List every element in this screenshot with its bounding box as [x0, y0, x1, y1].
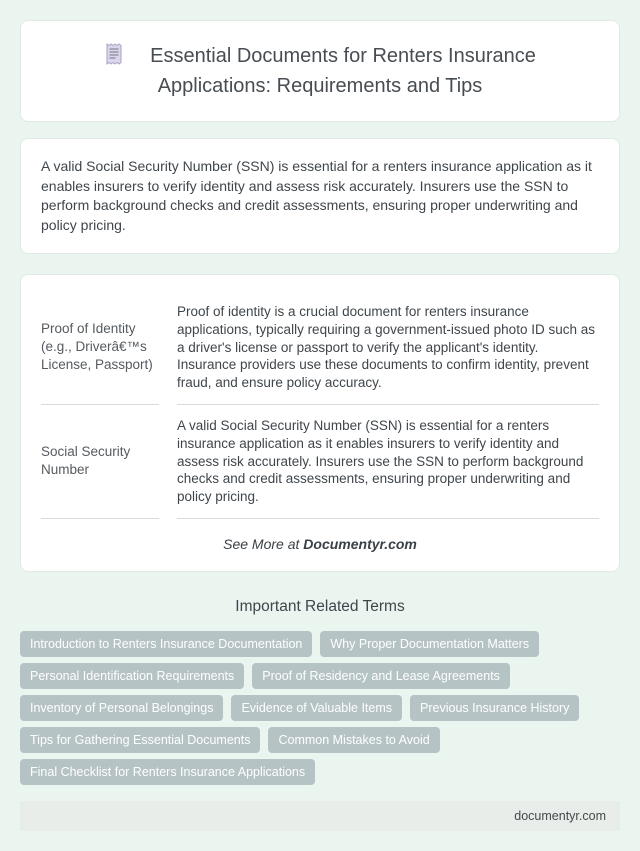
- table-row-description: Proof of identity is a crucial document for renters insurance applications, typically requiring a government-issued photo ID such as a driver's license or passport to verify the applicant's identity. Insurance providers use these documents to confirm identity, prevent fraud, and ensure policy accuracy.: [177, 291, 599, 405]
- header-card: [20, 20, 620, 122]
- documents-table: [41, 291, 599, 519]
- term-text: Proof of Identity (e.g., Driverâ€™s License, Passport): [41, 321, 153, 373]
- related-term-tag[interactable]: Evidence of Valuable Items: [231, 695, 402, 721]
- related-terms-tags: [20, 631, 620, 785]
- table-row-description: A valid Social Security Number (SSN) is essential for a renters insurance application as it enables insurers to verify identity and assess risk accurately. Insurers use the SSN to perform background checks and credit assessments, ensuring proper underwriting and policy pricing.: [177, 405, 599, 519]
- related-term-tag[interactable]: Introduction to Renters Insurance Documentation: [20, 631, 312, 657]
- related-term-tag[interactable]: Proof of Residency and Lease Agreements: [252, 663, 510, 689]
- receipt-icon: [104, 42, 124, 66]
- related-terms-heading: Important Related Terms: [235, 597, 405, 615]
- intro-text: A valid Social Security Number (SSN) is essential for a renters insurance application as it enables insurers to verify identity and assess risk accurately. Insurers use the SSN to perform background checks and credit assessments, ensuring proper underwriting and policy pricing.: [41, 158, 592, 233]
- related-term-tag[interactable]: Inventory of Personal Belongings: [20, 695, 223, 721]
- documents-table-card: [20, 274, 620, 572]
- see-more-site-link[interactable]: Documentyr.com: [303, 535, 417, 552]
- footer-site-link[interactable]: documentyr.com: [514, 808, 606, 823]
- see-more-prefix: See More at: [223, 535, 304, 552]
- related-term-tag[interactable]: Previous Insurance History: [410, 695, 579, 721]
- intro-card: [20, 138, 620, 254]
- footer-bar: [20, 801, 620, 831]
- related-term-tag[interactable]: Why Proper Documentation Matters: [320, 631, 539, 657]
- table-row-term: [41, 291, 159, 405]
- term-text: Social Security Number: [41, 444, 131, 478]
- table-row-term: [41, 405, 159, 519]
- related-term-tag[interactable]: Final Checklist for Renters Insurance Applications: [20, 759, 315, 785]
- related-terms-section: [20, 598, 620, 785]
- related-term-tag[interactable]: Personal Identification Requirements: [20, 663, 244, 689]
- page-title: [65, 41, 575, 101]
- related-term-tag[interactable]: Common Mistakes to Avoid: [268, 727, 439, 753]
- see-more-line: [41, 519, 599, 557]
- page-title-text: Essential Documents for Renters Insurance Applications: Requirements and Tips: [150, 45, 536, 97]
- related-term-tag[interactable]: Tips for Gathering Essential Documents: [20, 727, 260, 753]
